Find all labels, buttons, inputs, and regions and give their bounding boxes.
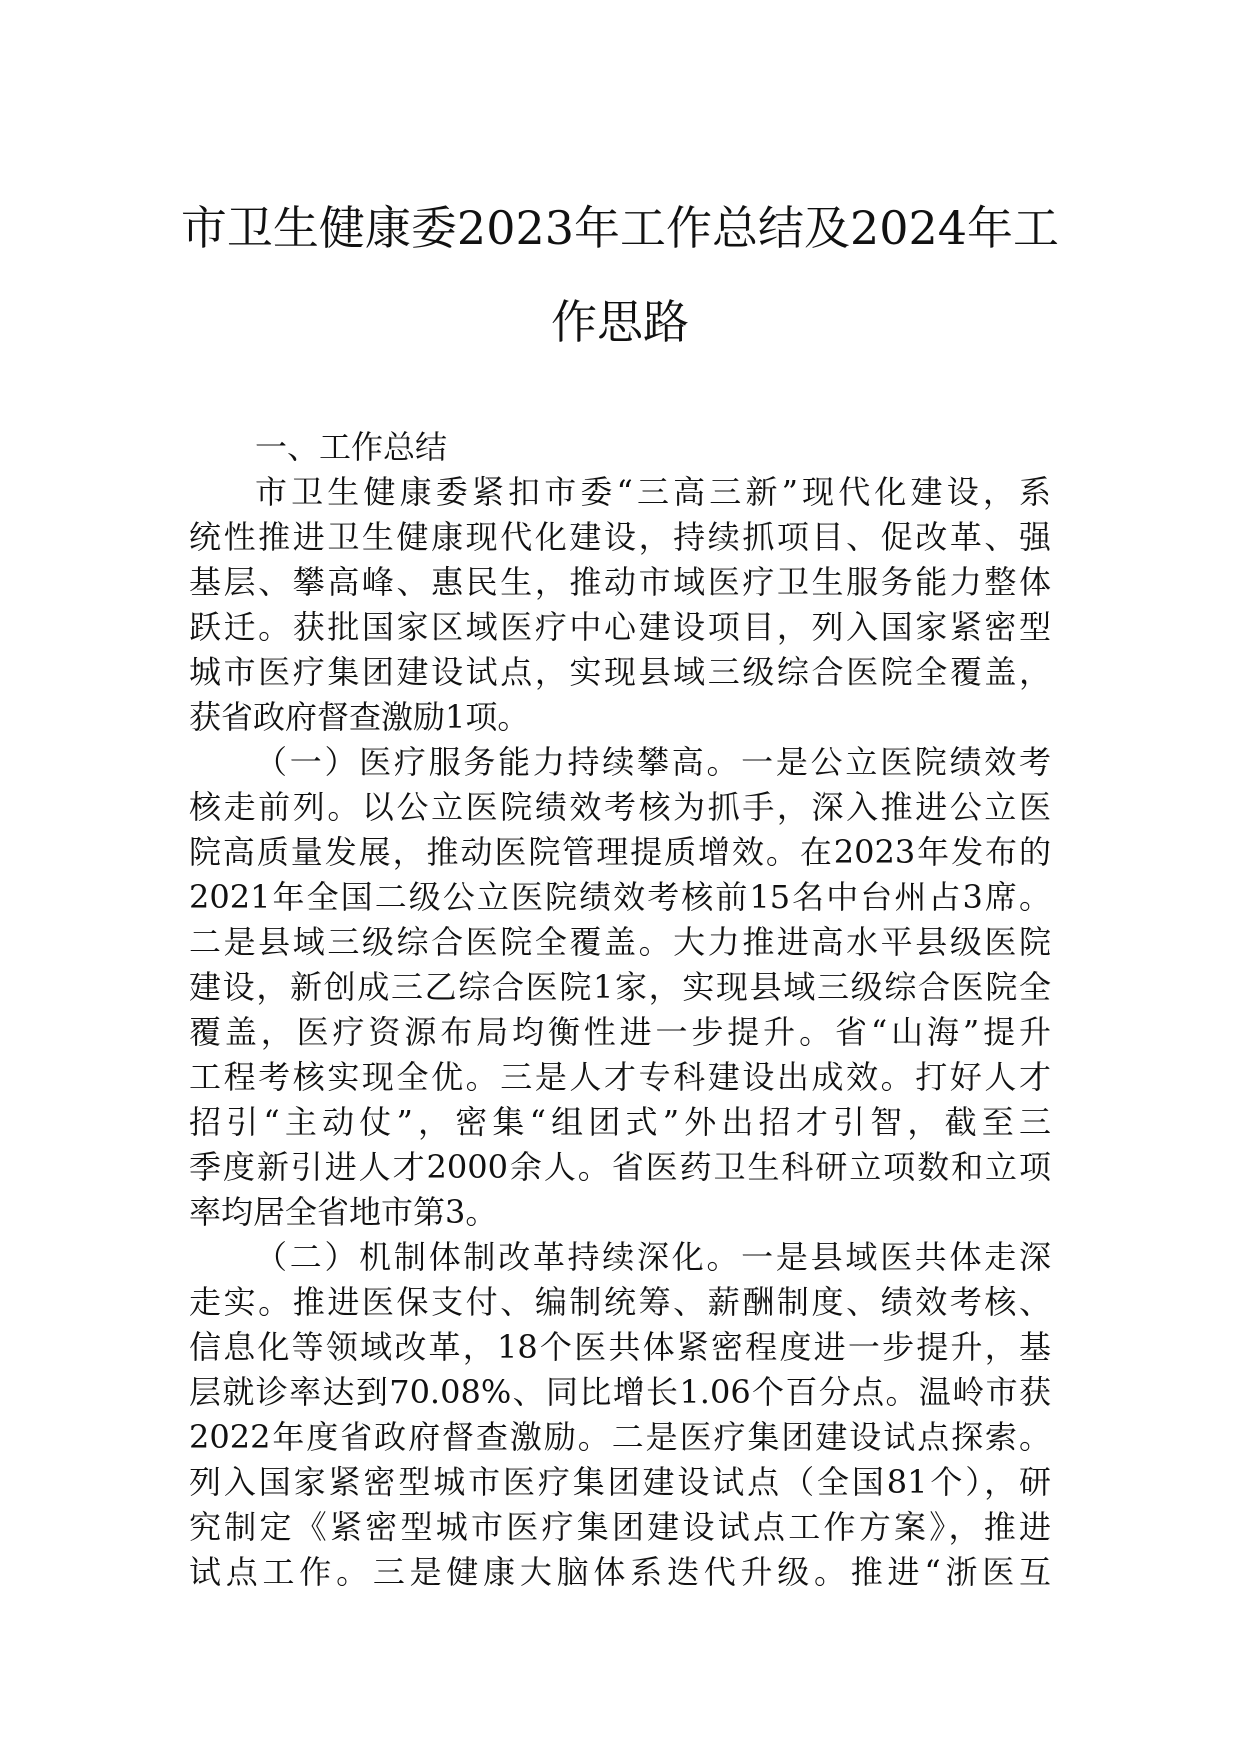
paragraph-line: 率均居全省地市第3。 [189,1193,498,1231]
paragraph-line: 列入国家紧密型城市医疗集团建设试点（全国81个），研 [189,1463,1051,1501]
paragraph-line: 跃迁。获批国家区域医疗中心建设项目，列入国家紧密型 [189,608,1051,646]
paragraph-medical-service [189,740,1051,1235]
paragraph-line: 层就诊率达到70.08%、同比增长1.06个百分点。温岭市获 [189,1373,1051,1411]
paragraph-line: 建设，新创成三乙综合医院1家，实现县域三级综合医院全 [189,968,1051,1006]
paragraph-line: 二是县域三级综合医院全覆盖。大力推进高水平县级医院 [189,923,1051,961]
paragraph-line: 统性推进卫生健康现代化建设，持续抓项目、促改革、强 [189,518,1051,556]
paragraph-line: （二）机制体制改革持续深化。一是县域医共体走深 [255,1238,1051,1276]
paragraph-line: 试点工作。三是健康大脑体系迭代升级。推进“浙医互 [189,1553,1051,1591]
section-heading: 一、工作总结 [255,428,448,466]
paragraph-line: 核走前列。以公立医院绩效考核为抓手，深入推进公立医 [189,788,1051,826]
paragraph-line: （一）医疗服务能力持续攀高。一是公立医院绩效考 [255,743,1051,781]
paragraph-line: 城市医疗集团建设试点，实现县域三级综合医院全覆盖， [189,653,1051,691]
title-line: 市卫生健康委2023年工作总结及2024年工 [180,201,1060,255]
paragraph-line: 基层、攀高峰、惠民生，推动市域医疗卫生服务能力整体 [189,563,1051,601]
paragraph-line: 究制定《紧密型城市医疗集团建设试点工作方案》，推进 [189,1508,1051,1546]
document-body [189,425,1051,1595]
paragraph-line: 2022年度省政府督查激励。二是医疗集团建设试点探索。 [189,1418,1051,1456]
paragraph-reform [189,1235,1051,1595]
paragraph-line: 招引“主动仗”，密集“组团式”外出招才引智，截至三 [189,1103,1051,1141]
paragraph-line: 工程考核实现全优。三是人才专科建设出成效。打好人才 [189,1058,1051,1096]
paragraph-line: 季度新引进人才2000余人。省医药卫生科研立项数和立项 [189,1148,1051,1186]
paragraph-line: 走实。推进医保支付、编制统筹、薪酬制度、绩效考核、 [189,1283,1051,1321]
document-title [180,200,1060,350]
paragraph-line: 2021年全国二级公立医院绩效考核前15名中台州占3席。 [189,878,1051,916]
paragraph-line: 覆盖，医疗资源布局均衡性进一步提升。省“山海”提升 [189,1013,1051,1051]
title-line: 作思路 [551,295,689,349]
paragraph-line: 信息化等领域改革，18个医共体紧密程度进一步提升，基 [189,1328,1051,1366]
paragraph-line: 获省政府督查激励1项。 [189,698,530,736]
paragraph-line: 院高质量发展，推动医院管理提质增效。在2023年发布的 [189,833,1051,871]
paragraph-summary [189,470,1051,740]
paragraph-line: 市卫生健康委紧扣市委“三高三新”现代化建设，系 [255,473,1051,511]
